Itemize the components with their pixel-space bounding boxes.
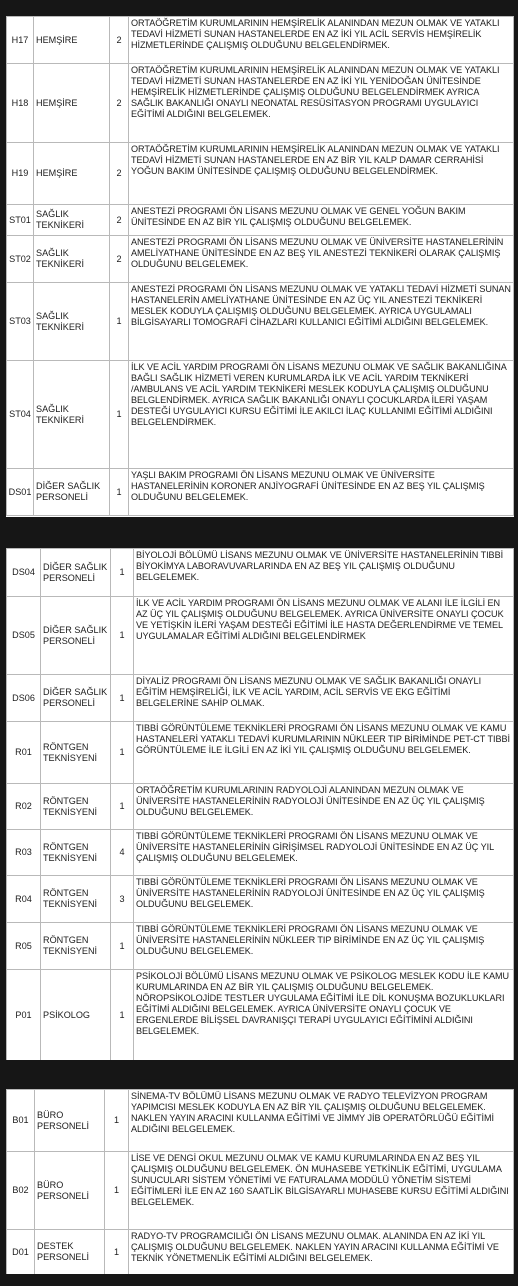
position-title: DİĞER SAĞLIK PERSONELİ — [34, 469, 110, 516]
position-title: DİĞER SAĞLIK PERSONELİ — [41, 597, 111, 675]
table-row — [7, 722, 514, 784]
position-requirements: İLK VE ACİL YARDIM PROGRAMI ÖN LİSANS MEZUNU OLMAK VE SAĞLIK BAKANLIĞINA BAĞLI SAĞLIK HİZMETİ VEREN KURUMLARDA İLK VE ACİL YARDIM TEKNİKERİ /AMBULANS VE ACİL YARDIM TEKNİKERİ MESLEK KODUYLA ÇALIŞMIŞ OLDUĞUNU BELGLENDİRMEK. AYRICA SAĞLIK BAKANLIĞI ONAYLI ÇOCUKLARDA İLERİ YAŞAM DESTEĞİ UYGULAYICI KURSU EĞİTİMİ İLE AKILCI İLAÇ KULLANIMI EĞİTİMİ ALDIĞINI BELGELENDİRMEK. — [129, 361, 514, 469]
table-row — [7, 970, 514, 1061]
position-requirements: TIBBİ GÖRÜNTÜLEME TEKNİKLERİ PROGRAMI ÖN LİSANS MEZUNU OLMAK VE KAMU HASTANELERİ YATAKLI TEDAVİ KURUMLARININ NÜKLEER TIP BİRİMİNDE PET-CT TIBBİ GÖRÜNTÜLEME İLE İLGİLİ EN AZ İKİ YIL ÇALIŞMIŞ OLDUĞUNU BELGELEMEK. — [134, 722, 514, 784]
position-count: 1 — [105, 1090, 129, 1152]
table-block-1 — [6, 16, 514, 517]
position-code: DS05 — [7, 597, 41, 675]
table-row — [7, 1230, 514, 1275]
position-title: RÖNTGEN TEKNİSYENİ — [41, 722, 111, 784]
position-title: DESTEK PERSONELİ — [35, 1230, 105, 1275]
position-title: SAĞLIK TEKNİKERİ — [34, 205, 110, 236]
position-title: DİĞER SAĞLIK PERSONELİ — [41, 549, 111, 597]
positions-table — [6, 1089, 514, 1274]
position-title: DİĞER SAĞLIK PERSONELİ — [41, 675, 111, 722]
positions-table — [6, 16, 514, 516]
position-count: 1 — [111, 549, 134, 597]
position-title: PSİKOLOG — [41, 970, 111, 1061]
position-count: 3 — [111, 876, 134, 923]
table-row — [7, 143, 514, 205]
position-title: SAĞLIK TEKNİKERİ — [34, 236, 110, 283]
position-count: 2 — [110, 17, 129, 64]
position-count: 1 — [111, 923, 134, 970]
table-row — [7, 64, 514, 143]
table-block-3 — [6, 1089, 514, 1274]
table-row — [7, 830, 514, 876]
position-title: HEMŞİRE — [34, 143, 110, 205]
position-count: 4 — [111, 830, 134, 876]
position-title: BÜRO PERSONELİ — [35, 1090, 105, 1152]
position-count: 2 — [110, 236, 129, 283]
position-requirements: ANESTEZİ PROGRAMI ÖN LİSANS MEZUNU OLMAK VE YATAKLI TEDAVİ HİZMETİ SUNAN HASTANELERİN AMELİYATHANE ÜNİTESİNDE EN AZ ÜÇ YIL ANESTEZİ TEKNİKERİ MESLEK KODUYLA ÇALIŞMIŞ OLDUĞUNU BELGELEMEK. AYRICA UYGULAMALI BİLGİSAYARLI TOMOGRAFİ CİHAZLARI KULLANICI EĞİTİMİ ALDIĞINI BELGELEMEK. — [129, 283, 514, 361]
position-count: 1 — [105, 1152, 129, 1230]
position-requirements: YAŞLI BAKIM PROGRAMI ÖN LİSANS MEZUNU OLMAK VE ÜNİVERSİTE HASTANELERİNİN KORONER ANJİYOGRAFİ ÜNİTESİNDE EN AZ BEŞ YIL ÇALIŞMIŞ OLDUĞUNU BELGELEMEK. — [129, 469, 514, 516]
position-title: BÜRO PERSONELİ — [35, 1152, 105, 1230]
position-requirements: ORTAÖĞRETİM KURUMLARININ HEMŞİRELİK ALANINDAN MEZUN OLMAK VE YATAKLI TEDAVİ HİZMETİ SUNAN HASTANELERDE EN AZ İKİ YIL YENİDOĞAN ÜNİTESİNDE HEMŞİRELİK HİZMETLERİNDE ÇALIŞMIŞ OLDUĞUNU BELGELENDİRMEK AYRICA SAĞLIK BAKANLIĞI ONAYLI NEONATAL RESÜSİTASYON PROGRAMI UYGULAYICI EĞİTİMİ ALDIĞINI BELGELEMEK. — [129, 64, 514, 143]
position-code: ST01 — [7, 205, 34, 236]
table-row — [7, 205, 514, 236]
position-count: 1 — [111, 970, 134, 1061]
position-requirements: ORTAÖĞRETİM KURUMLARININ RADYOLOJİ ALANINDAN MEZUN OLMAK VE ÜNİVERSİTE HASTANELERİNİN RADYOLOJİ ÜNİTESİNDE EN AZ ÜÇ YIL ÇALIŞMIŞ OLDUĞUNU BELGELEMEK. — [134, 784, 514, 830]
position-count: 1 — [110, 361, 129, 469]
position-code: D01 — [7, 1230, 35, 1275]
position-count: 1 — [110, 469, 129, 516]
position-requirements: ORTAÖĞRETİM KURUMLARININ HEMŞİRELİK ALANINDAN MEZUN OLMAK VE YATAKLI TEDAVİ HİZMETİ SUNAN HASTANELERDE EN AZ BİR YIL KALP DAMAR CERRAHİSİ YOĞUN BAKIM ÜNİTESİNDE ÇALIŞMIŞ OLDUĞUNU BELGELENDİRMEK. — [129, 143, 514, 205]
position-code: B01 — [7, 1090, 35, 1152]
position-count: 1 — [111, 675, 134, 722]
position-code: R01 — [7, 722, 41, 784]
position-code: ST03 — [7, 283, 34, 361]
position-code: R03 — [7, 830, 41, 876]
table-row — [7, 549, 514, 597]
table-row — [7, 469, 514, 516]
table-row — [7, 17, 514, 64]
position-title: RÖNTGEN TEKNİSYENİ — [41, 830, 111, 876]
position-requirements: TIBBİ GÖRÜNTÜLEME TEKNİKLERİ PROGRAMI ÖN LİSANS MEZUNU OLMAK VE ÜNİVERSİTE HASTANELERİNİN NÜKLEER TIP BİRİMİNDE EN AZ ÜÇ YIL ÇALIŞMIŞ OLDUĞUNU BELGELEMEK. — [134, 923, 514, 970]
table-row — [7, 784, 514, 830]
position-code: DS01 — [7, 469, 34, 516]
position-requirements: LİSE VE DENGİ OKUL MEZUNU OLMAK VE KAMU KURUMLARINDA EN AZ BEŞ YIL ÇALIŞMIŞ OLDUĞUNU BELGELEMEK. ÖN MUHASEBE YETKİNLİK EĞİTİMİ, UYGULAMA SUNUCULARI SİSTEM YÖNETİMİ VE FATURALAMA MODÜLÜ YÖNETİM SİSTEMİ EĞİTİMLERİ İLE EN AZ 160 SAATLİK BİLGİSAYARLI MUHASEBE KURSU EĞİTİMİ ALDIĞINI BELGELEMEK. — [129, 1152, 514, 1230]
table-row — [7, 1090, 514, 1152]
table-row — [7, 876, 514, 923]
position-code: R02 — [7, 784, 41, 830]
position-requirements: ORTAÖĞRETİM KURUMLARININ HEMŞİRELİK ALANINDAN MEZUN OLMAK VE YATAKLI TEDAVİ HİZMETİ SUNAN HASTANELERDE EN AZ İKİ YIL ACİL SERVİS HEMŞİRELİK HİZMETLERİNDE ÇALIŞMIŞ OLDUĞUNU BELGELENDİRMEK. — [129, 17, 514, 64]
table-row — [7, 675, 514, 722]
table-row — [7, 283, 514, 361]
position-count: 2 — [110, 64, 129, 143]
position-title: RÖNTGEN TEKNİSYENİ — [41, 923, 111, 970]
position-requirements: İLK VE ACİL YARDIM PROGRAMI ÖN LİSANS MEZUNU OLMAK VE ALANI İLE İLGİLİ EN AZ ÜÇ YIL ÇALIŞMIŞ OLDUĞUNU BELGELEMEK. AYRICA ÜNİVERSİTE ONAYLI ÇOCUK VE YETİŞKİN İLERİ YAŞAM DESTEĞİ EĞİTİMİ İLE HASTA DEĞERLENDİRME VE TEMEL UYGULAMALAR EĞİTİMİ ALDIĞINI BELGELENDİRMEK — [134, 597, 514, 675]
position-count: 1 — [110, 283, 129, 361]
position-count: 2 — [110, 143, 129, 205]
position-title: HEMŞİRE — [34, 17, 110, 64]
position-code: DS06 — [7, 675, 41, 722]
position-requirements: PSİKOLOJİ BÖLÜMÜ LİSANS MEZUNU OLMAK VE PSİKOLOG MESLEK KODU İLE KAMU KURUMLARINDA EN AZ BİR YIL ÇALIŞMIŞ OLDUĞUNU BELGELEMEK. NÖROPSİKOLOJİDE TESTLER UYGULAMA EĞİTİMİ İLE DİL KONUŞMA BOZUKLUKLARI EĞİTİMİ ALDIĞINI BELGELEMEK. AYRICA ÜNİVERSİTE ONAYLI ÇOCUK VE ERGENLERDE BİLİŞSEL DAVRANIŞÇI TERAPİ UYGULAYICI EĞİTİMİNİ ALDIĞINI BELGELEMEK. — [134, 970, 514, 1061]
position-code: B02 — [7, 1152, 35, 1230]
position-code: H18 — [7, 64, 34, 143]
position-requirements: TIBBİ GÖRÜNTÜLEME TEKNİKLERİ PROGRAMI ÖN LİSANS MEZUNU OLMAK VE ÜNİVERSİTE HASTANELERİNİN RADYOLOJİ ÜNİTESİNDE EN AZ ÜÇ YIL ÇALIŞMIŞ OLDUĞUNU BELGELEMEK. — [134, 876, 514, 923]
position-requirements: BİYOLOJİ BÖLÜMÜ LİSANS MEZUNU OLMAK VE ÜNİVERSİTE HASTANELERİNİN TIBBİ BİYOKİMYA LABORAVUVARLARINDA EN AZ BEŞ YIL ÇALIŞMIŞ OLDUĞUNU BELGELEMEK. — [134, 549, 514, 597]
position-code: H19 — [7, 143, 34, 205]
position-code: R04 — [7, 876, 41, 923]
table-row — [7, 361, 514, 469]
position-count: 2 — [110, 205, 129, 236]
position-count: 1 — [111, 784, 134, 830]
position-requirements: ANESTEZİ PROGRAMI ÖN LİSANS MEZUNU OLMAK VE GENEL YOĞUN BAKIM ÜNİTESİNDE EN AZ BİR YIL ÇALIŞMIŞ OLDUĞUNU BELGELEMEK. — [129, 205, 514, 236]
position-code: R05 — [7, 923, 41, 970]
table-block-2 — [6, 548, 514, 1060]
position-title: SAĞLIK TEKNİKERİ — [34, 283, 110, 361]
position-title: RÖNTGEN TEKNİSYENİ — [41, 784, 111, 830]
position-count: 1 — [111, 722, 134, 784]
position-code: H17 — [7, 17, 34, 64]
position-code: P01 — [7, 970, 41, 1061]
position-count: 1 — [105, 1230, 129, 1275]
position-requirements: ANESTEZİ PROGRAMI ÖN LİSANS MEZUNU OLMAK VE ÜNİVERSİTE HASTANELERİNİN AMELİYATHANE ÜNİTESİNDE EN AZ BEŞ YIL ANESTEZİ TEKNİKERİ OLARAK ÇALIŞMIŞ OLDUĞUNU BELGELEMEK. — [129, 236, 514, 283]
table-row — [7, 597, 514, 675]
position-title: RÖNTGEN TEKNİSYENİ — [41, 876, 111, 923]
position-title: SAĞLIK TEKNİKERİ — [34, 361, 110, 469]
table-row — [7, 923, 514, 970]
position-code: DS04 — [7, 549, 41, 597]
position-code: ST02 — [7, 236, 34, 283]
position-requirements: RADYO-TV PROGRAMCILIĞI ÖN LİSANS MEZUNU OLMAK. ALANINDA EN AZ İKİ YIL ÇALIŞMIŞ OLDUĞUNU BELGELEMEK. NAKLEN YAYIN ARACINI KULLANMA EĞİTİMİ VE TEKNİK YÖNETMENLİK EĞİTİMİ ALDIĞINI BELGELEMEK. — [129, 1230, 514, 1275]
positions-table — [6, 548, 514, 1060]
position-requirements: SİNEMA-TV BÖLÜMÜ LİSANS MEZUNU OLMAK VE RADYO TELEVİZYON PROGRAM YAPIMCISI MESLEK KODUYLA EN AZ BİR YIL ÇALIŞMIŞ OLDUĞUNU BELGELEMEK. NAKLEN YAYIN ARACINI KULLANMA EĞİTİMİ VE JİMMY JİB OPERATÖRLÜĞÜ EĞİTİMİ ALDIĞINI BELGELEMEK. — [129, 1090, 514, 1152]
position-title: HEMŞİRE — [34, 64, 110, 143]
position-count: 1 — [111, 597, 134, 675]
position-code: ST04 — [7, 361, 34, 469]
position-requirements: TIBBİ GÖRÜNTÜLEME TEKNİKLERİ PROGRAMI ÖN LİSANS MEZUNU OLMAK VE ÜNİVERSİTE HASTANELERİNİN GİRİŞİMSEL RADYOLOJİ ÜNİTESİNDE EN AZ ÜÇ YIL ÇALIŞMIŞ OLDUĞUNU BELGELEMEK. — [134, 830, 514, 876]
table-row — [7, 236, 514, 283]
position-requirements: DİYALİZ PROGRAMI ÖN LİSANS MEZUNU OLMAK VE SAĞLIK BAKANLIĞI ONAYLI EĞİTİM HEMŞİRELİĞİ, İLK VE ACİL YARDIM, ACİL SERVİS VE EKG EĞİTİMİ BELGELERİNE SAHİP OLMAK. — [134, 675, 514, 722]
table-row — [7, 1152, 514, 1230]
